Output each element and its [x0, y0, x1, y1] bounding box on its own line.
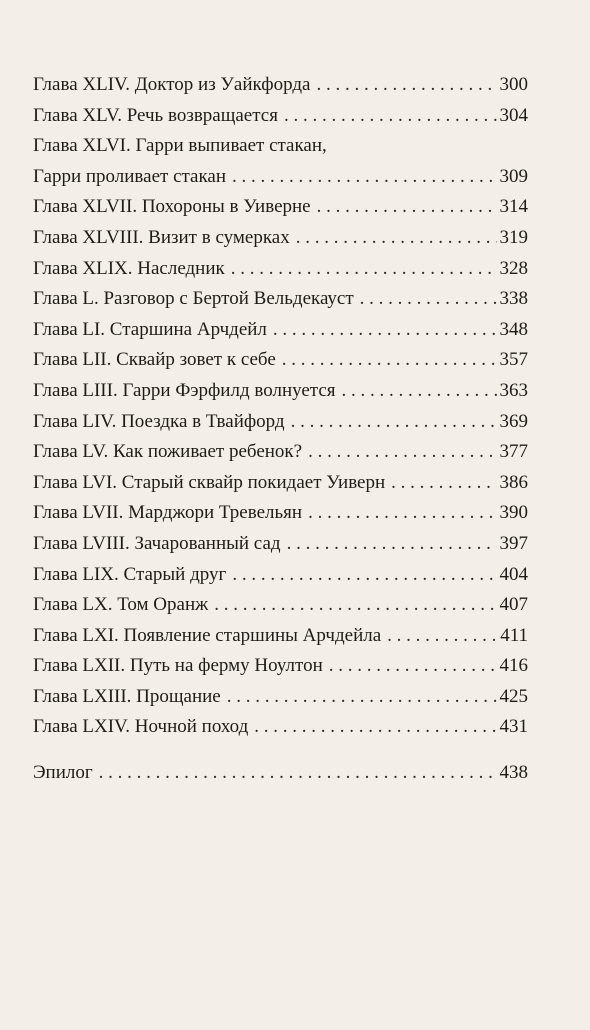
toc-entry-title-line2: Гарри проливает стакан	[33, 165, 227, 187]
dot-leader	[254, 712, 496, 743]
toc-entry-page: 357	[499, 349, 528, 371]
toc-entry	[33, 712, 528, 743]
dot-leader	[214, 590, 496, 621]
dot-leader	[316, 70, 496, 101]
dot-leader	[342, 376, 497, 407]
toc-entry-page: 369	[499, 410, 528, 432]
toc-entry	[33, 315, 528, 346]
toc-entry-page: 309	[499, 165, 528, 187]
toc-entry	[33, 498, 528, 529]
toc-entry	[33, 192, 528, 223]
toc-entry	[33, 131, 528, 192]
toc-entry-epilogue	[33, 758, 528, 789]
toc-entry-title-line1: Глава XLVI. Гарри выпивает стакан,	[33, 135, 327, 157]
toc-entry-page: 386	[499, 471, 528, 493]
dot-leader	[232, 560, 496, 591]
toc-entry-title: Глава LV. Как поживает ребенок?	[33, 441, 303, 463]
toc-entry	[33, 101, 528, 132]
toc-entry	[33, 70, 528, 101]
toc-entry-title: Глава LX. Том Оранж	[33, 594, 209, 616]
toc-entry-page: 411	[500, 624, 528, 646]
toc-entry-page: 319	[499, 226, 528, 248]
toc-entry-title: Глава XLVII. Похороны в Уиверне	[33, 196, 311, 218]
dot-leader	[317, 192, 497, 223]
toc-entry-page: 390	[499, 502, 528, 524]
toc-entry-page: 431	[499, 716, 528, 738]
toc-entry	[33, 468, 528, 499]
toc-entry	[33, 529, 528, 560]
toc-entry	[33, 345, 528, 376]
toc-entry-page: 314	[499, 196, 528, 218]
toc-entry	[33, 621, 528, 652]
toc-entry-title: Глава LIX. Старый друг	[33, 563, 227, 585]
dot-leader	[391, 468, 496, 499]
toc-entry-title: Глава LVII. Марджори Тревельян	[33, 502, 303, 524]
toc-entry-title: Глава LXI. Появление старшины Арчдейла	[33, 624, 382, 646]
toc-entry-title: Глава XLVIII. Визит в сумерках	[33, 226, 290, 248]
toc-entry-title: Глава XLIX. Наследник	[33, 257, 225, 279]
dot-leader	[282, 345, 497, 376]
toc-entry-title: Глава LI. Старшина Арчдейл	[33, 318, 267, 340]
toc-entry-page: 348	[499, 318, 528, 340]
dot-leader	[308, 498, 496, 529]
dot-leader	[99, 758, 497, 789]
dot-leader	[296, 223, 497, 254]
toc-entry	[33, 651, 528, 682]
toc-entry	[33, 590, 528, 621]
toc-entry-title: Эпилог	[33, 762, 93, 784]
toc-entry-page: 416	[499, 655, 528, 677]
toc-entry-page: 377	[499, 441, 528, 463]
toc-entry-title: Глава LII. Сквайр зовет к себе	[33, 349, 276, 371]
toc-entry-page: 328	[499, 257, 528, 279]
toc-entry-title: Глава LIII. Гарри Фэрфилд волнуется	[33, 379, 336, 401]
toc-entry-page: 397	[499, 532, 528, 554]
toc-entry-page: 407	[499, 594, 528, 616]
table-of-contents	[33, 70, 528, 789]
toc-entry	[33, 560, 528, 591]
toc-entry	[33, 437, 528, 468]
toc-entry-page: 304	[499, 104, 528, 126]
dot-leader	[360, 284, 497, 315]
dot-leader	[329, 651, 497, 682]
toc-entry	[33, 407, 528, 438]
toc-entry-title: Глава XLV. Речь возвращается	[33, 104, 278, 126]
toc-entry	[33, 682, 528, 713]
toc-entry-page: 425	[499, 685, 528, 707]
dot-leader	[291, 407, 497, 438]
dot-leader	[273, 315, 497, 346]
toc-entry-title: Глава LXIV. Ночной поход	[33, 716, 249, 738]
toc-entry-title: Глава L. Разговор с Бертой Вельдекауст	[33, 288, 354, 310]
dot-leader	[232, 162, 496, 193]
toc-entry-page: 438	[499, 762, 528, 784]
toc-entry-title: Глава XLIV. Доктор из Уайкфорда	[33, 74, 311, 95]
dot-leader	[231, 254, 497, 285]
toc-entry	[33, 223, 528, 254]
toc-entry-page: 363	[499, 379, 528, 401]
toc-entry-title: Глава LXIII. Прощание	[33, 685, 221, 707]
toc-entry-title: Глава LXII. Путь на ферму Ноултон	[33, 655, 323, 677]
toc-entry-page: 300	[499, 74, 528, 95]
dot-leader	[287, 529, 497, 560]
toc-entry	[33, 254, 528, 285]
dot-leader	[284, 101, 497, 132]
toc-entry	[33, 376, 528, 407]
toc-entry-title: Глава LIV. Поездка в Твайфорд	[33, 410, 285, 432]
toc-entry	[33, 284, 528, 315]
toc-entry-page: 404	[499, 563, 528, 585]
toc-entry-title: Глава LVIII. Зачарованный сад	[33, 532, 281, 554]
dot-leader	[227, 682, 497, 713]
dot-leader	[308, 437, 496, 468]
toc-entry-title: Глава LVI. Старый сквайр покидает Уиверн	[33, 471, 386, 493]
dot-leader	[387, 621, 497, 652]
toc-entry-page: 338	[499, 288, 528, 310]
